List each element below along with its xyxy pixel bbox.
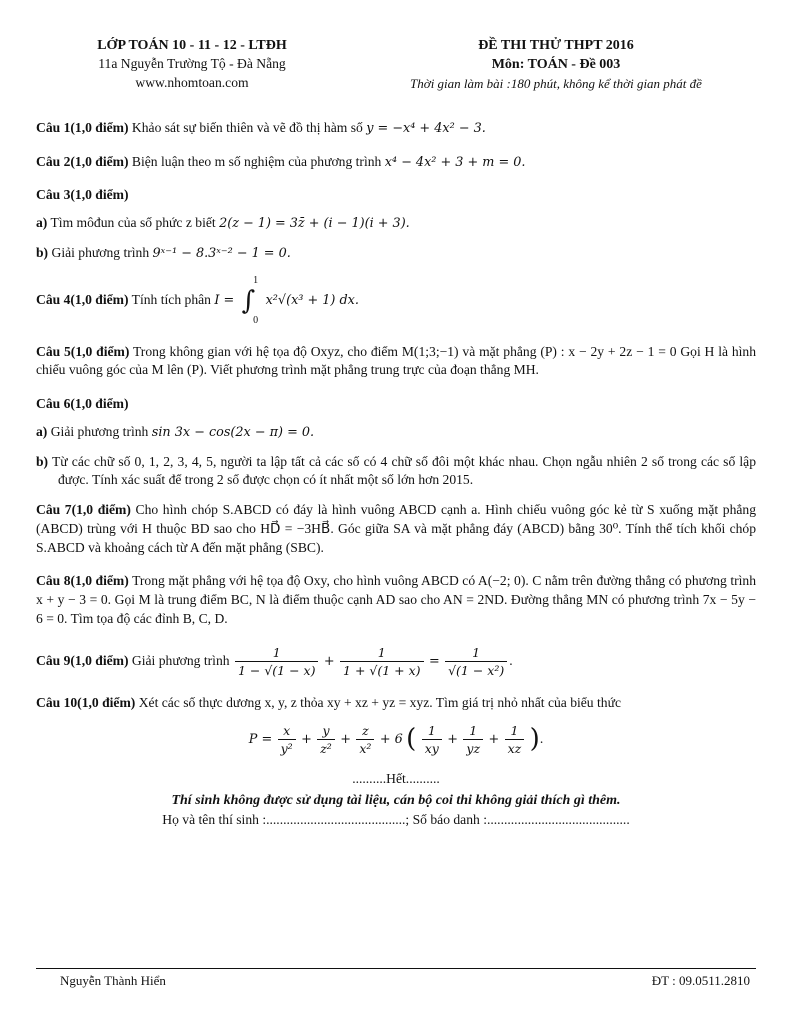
fraction-3 — [445, 644, 507, 680]
fraction-2-numerator: 1 — [340, 644, 424, 662]
numerator-1b: 1 — [463, 722, 483, 740]
question-3b-text: Giải phương trình — [51, 244, 150, 260]
question-9-text: Giải phương trình — [131, 652, 230, 668]
numerator-z: z — [356, 722, 374, 740]
end-marker: ..........Hết.......... — [352, 770, 440, 786]
candidate-info-line: Họ và tên thí sinh :.........................................; Số báo danh :.......................................... — [162, 811, 630, 827]
footer-divider — [36, 968, 756, 969]
denominator-xz: xz — [507, 741, 522, 757]
numerator-1c: 1 — [505, 722, 525, 740]
denominator-xy: xy — [424, 741, 439, 757]
header-left — [36, 36, 348, 93]
question-6a-formula: sin 3x − cos(2x − π) = 0. — [151, 424, 315, 440]
plus-sign-3: + — [447, 731, 458, 747]
fraction-1-numerator: 1 — [235, 644, 319, 662]
header-right — [356, 36, 756, 93]
plus-sign: + — [323, 653, 335, 669]
fraction-y-z2 — [317, 722, 335, 758]
question-9-heading: Câu 9(1,0 điểm) — [36, 652, 129, 668]
question-7 — [36, 501, 756, 557]
question-7-heading: Câu 7(1,0 điểm) — [36, 502, 131, 518]
fraction-1-denominator: 1 − √(1 − x) — [237, 662, 316, 678]
fraction-1 — [235, 644, 319, 680]
formula-tail: . — [539, 730, 544, 746]
question-3-heading: Câu 3(1,0 điểm) — [36, 187, 129, 203]
question-3a-label: a) — [36, 215, 48, 231]
plus-six: + 6 — [379, 731, 403, 747]
exam-notice: Thí sinh không được sử dụng tài liệu, cán bộ coi thi không giải thích gì thêm. — [171, 793, 621, 809]
question-4-heading: Câu 4(1,0 điểm) — [36, 291, 129, 307]
question-3b-label: b) — [36, 244, 49, 260]
question-4-text: Tính tích phân — [131, 291, 211, 307]
question-2-text: Biện luận theo m số nghiệm của phương trình — [131, 153, 382, 169]
question-10-text: Xét các số thực dương x, y, z thỏa xy + xz + yz = xyz. Tìm giá trị nhỏ nhất của biểu thức — [138, 695, 621, 711]
denominator-y2: y² — [280, 741, 293, 757]
question-10-heading: Câu 10(1,0 điểm) — [36, 695, 136, 711]
question-3 — [36, 186, 756, 205]
integral-symbol — [242, 274, 259, 328]
denominator-z2: z² — [320, 741, 332, 757]
class-title: LỚP TOÁN 10 - 11 - 12 - LTĐH — [97, 38, 287, 53]
fraction-1-xy — [422, 722, 442, 758]
question-8-heading: Câu 8(1,0 điểm) — [36, 573, 129, 589]
question-1-heading: Câu 1(1,0 điểm) — [36, 119, 129, 135]
question-9 — [36, 644, 756, 680]
question-10-formula — [36, 722, 756, 758]
plus-sign-2: + — [340, 731, 351, 747]
question-1-text: Khảo sát sự biến thiên và vẽ đồ thị hàm số — [131, 119, 363, 135]
equals-sign: = — [428, 653, 440, 669]
question-3a-text: Tìm môđun của số phức z biết — [50, 215, 216, 231]
question-8 — [36, 572, 756, 628]
fraction-x-y2 — [278, 722, 296, 758]
question-5-heading: Câu 5(1,0 điểm) — [36, 343, 130, 359]
question-5-text: Trong không gian với hệ tọa độ Oxyz, cho điểm M(1;3;−1) và mặt phẳng (P) : x − 2y + 2z − 1 = 0 Gọi H là hình chiếu vuông góc của M lên (P). Viết phương trình mặt phẳng trung trực của đoạn thẳng MH. — [36, 343, 756, 378]
question-3a — [36, 214, 756, 233]
exam-page — [36, 36, 756, 830]
question-3b-formula: 9ˣ⁻¹ − 8.3ˣ⁻² − 1 = 0. — [152, 245, 291, 261]
question-2-heading: Câu 2(1,0 điểm) — [36, 153, 129, 169]
footer-author: Nguyễn Thành Hiển — [60, 973, 166, 988]
question-2 — [36, 153, 756, 172]
class-address: 11a Nguyễn Trường Tộ - Đà Nẵng — [98, 56, 286, 72]
exam-time: Thời gian làm bài :180 phút, không kể thời gian phát đề — [410, 75, 702, 91]
fraction-1-xz — [505, 722, 525, 758]
question-1-formula: y = −x⁴ + 4x² − 3. — [366, 120, 486, 136]
question-1 — [36, 119, 756, 138]
question-6b — [36, 453, 756, 491]
question-8-text: Trong mặt phẳng với hệ tọa độ Oxy, cho hình vuông ABCD có A(−2; 0). C nằm trên đường thẳng có phương trình x + y − 3 = 0. Gọi M là trung điểm BC, N là điểm thuộc cạnh AD sao cho AN = 2ND. Đường thẳng MN có phương trình 7x − 5y − 6 = 0. Tìm tọa độ các đỉnh B, C, D. — [36, 573, 756, 626]
denominator-yz: yz — [466, 741, 481, 757]
integral-upper-limit: 1 — [253, 274, 259, 286]
exam-subject: Môn: TOÁN - Đề 003 — [491, 57, 621, 73]
question-6b-label: b) — [36, 453, 49, 469]
plus-sign-1: + — [301, 731, 312, 747]
page-footer — [60, 972, 750, 990]
question-6a — [36, 423, 756, 442]
problem-list — [36, 119, 756, 830]
fraction-z-x2 — [356, 722, 374, 758]
question-3b — [36, 244, 756, 263]
fraction-2 — [340, 644, 424, 680]
question-9-tail: . — [509, 652, 513, 668]
numerator-1a: 1 — [422, 722, 442, 740]
question-6a-label: a) — [36, 423, 48, 439]
question-6a-text: Giải phương trình — [50, 423, 149, 439]
question-5 — [36, 343, 756, 381]
integral-lower-limit: 0 — [253, 314, 259, 326]
formula-lhs: P = — [248, 731, 273, 747]
fraction-3-numerator: 1 — [445, 644, 507, 662]
plus-sign-4: + — [488, 731, 500, 747]
exam-title: ĐỀ THI THỬ THPT 2016 — [478, 38, 634, 53]
question-6-heading: Câu 6(1,0 điểm) — [36, 396, 129, 412]
class-website: www.nhomtoan.com — [135, 75, 249, 91]
question-2-formula: x⁴ − 4x² + 3 + m = 0. — [384, 154, 526, 170]
fraction-1-yz — [463, 722, 483, 758]
integral-sign-icon: ∫ — [241, 285, 256, 316]
question-4-lhs: I = — [214, 292, 235, 308]
left-paren: ( — [406, 723, 417, 754]
question-4 — [36, 274, 756, 328]
question-10 — [36, 694, 756, 713]
question-7-text: Cho hình chóp S.ABCD có đáy là hình vuông ABCD cạnh a. Hình chiếu vuông góc kẻ từ S xuống mặt phẳng (ABCD) trùng với H thuộc BD sao cho HD⃗ = −3HB⃗. Góc giữa SA và mặt phẳng đáy (ABCD) bằng 30⁰. Tính thể tích khối chóp S.ABCD và khoảng cách từ A đến mặt phẳng (SBC). — [36, 502, 756, 555]
question-4-integrand: x²√(x³ + 1) dx. — [265, 292, 359, 308]
question-3a-formula: 2(z − 1) = 3z̄ + (i − 1)(i + 3). — [219, 216, 410, 232]
fraction-3-denominator: √(1 − x²) — [448, 662, 505, 678]
numerator-x: x — [278, 722, 296, 740]
exam-header — [36, 36, 756, 93]
numerator-y: y — [317, 722, 335, 740]
denominator-x2: x² — [359, 741, 372, 757]
right-paren: ) — [529, 723, 540, 754]
fraction-2-denominator: 1 + √(1 + x) — [343, 662, 421, 678]
footer-phone: ĐT : 09.0511.2810 — [651, 973, 750, 988]
integral-limits — [253, 274, 258, 328]
question-6b-text: Từ các chữ số 0, 1, 2, 3, 4, 5, người ta lập tất cả các số có 4 chữ số đôi một khác nhau. Chọn ngẫu nhiên 2 số trong các số lập được. Tính xác suất để trong 2 số được chọn có ít nhất một số lớn hơn 2015. — [51, 453, 757, 488]
question-6 — [36, 395, 756, 414]
